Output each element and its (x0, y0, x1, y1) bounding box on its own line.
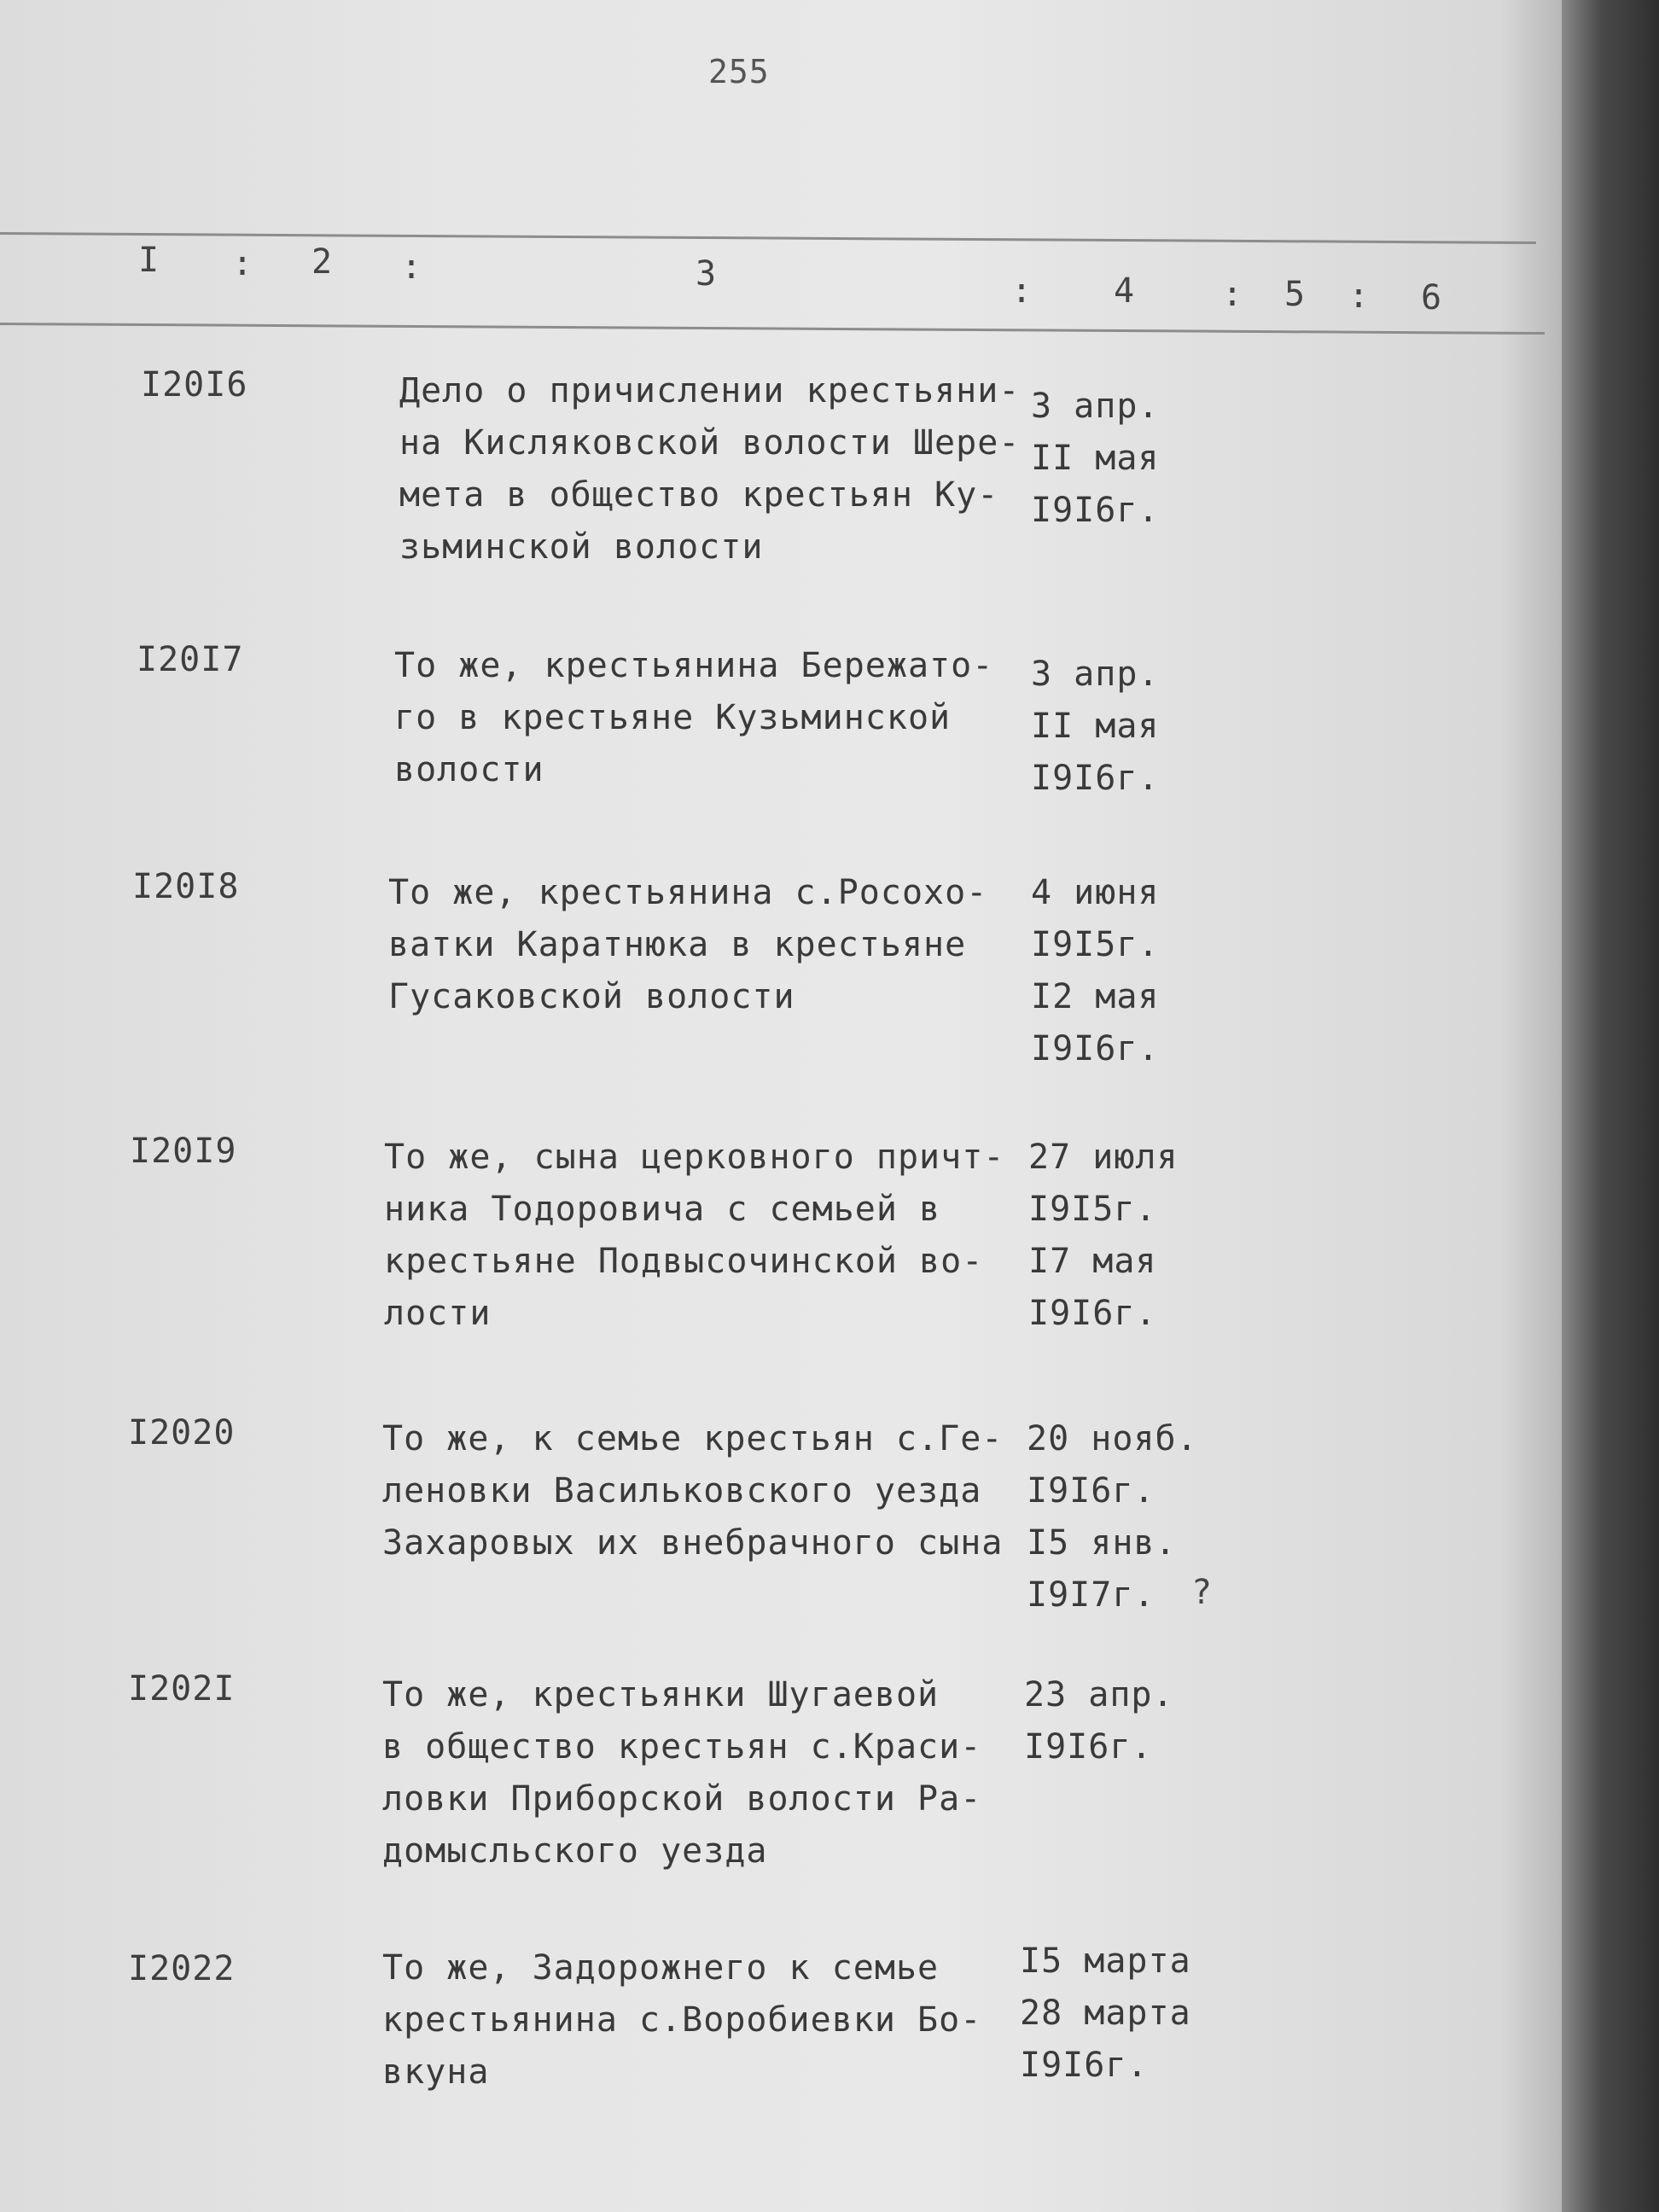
question-mark-annotation: ? (1191, 1573, 1214, 1612)
column-separator: : (401, 247, 423, 287)
case-description: То же, крестьянина с.Росохо- ватки Каратнюка в крестьяне Гусаковской волости (388, 873, 988, 1016)
case-description: Дело о причислении крестьяни- на Кисляковской волости Шере- мета в общество крестьян Ку- зьминской волости (399, 371, 1021, 567)
column-header-1: I (138, 241, 160, 280)
case-description: То же, крестьянки Шугаевой в общество крестьян с.Краси- ловки Приборской волости Ра- домысльского уезда (382, 1675, 982, 1871)
case-dates: 3 апр. II мая I9I6г. (1031, 655, 1160, 798)
column-header-2: 2 (311, 242, 334, 282)
case-number: I202I (128, 1669, 236, 1708)
case-dates: 4 июня I9I5г. I2 мая I9I6г. (1031, 873, 1160, 1068)
header-rule-top (0, 232, 1536, 244)
case-number: I20I8 (132, 867, 240, 906)
column-header-6: 6 (1421, 278, 1443, 317)
page-number: 255 (708, 53, 770, 90)
case-dates: 20 нояб. I9I6г. I5 янв. I9I7г. (1027, 1419, 1198, 1615)
header-rule-bottom (0, 323, 1545, 335)
case-number: I2020 (128, 1413, 236, 1452)
column-separator: : (232, 244, 254, 283)
column-header-4: 4 (1114, 271, 1136, 311)
case-dates: 23 апр. I9I6г. (1024, 1675, 1174, 1767)
column-separator: : (1222, 275, 1244, 314)
column-separator: : (1011, 271, 1033, 311)
case-dates: 27 июля I9I5г. I7 мая I9I6г. (1028, 1138, 1179, 1333)
case-description: То же, Задорожнего к семье крестьянина с.Воробиевки Бо- вкуна (382, 1948, 982, 2092)
case-number: I2022 (128, 1949, 236, 1988)
case-description: То же, сына церковного причт- ника Тодоровича с семьей в крестьяне Подвысочинской во- лости (384, 1138, 1005, 1333)
case-dates: I5 марта 28 марта I9I6г. (1020, 1941, 1191, 2085)
case-number: I20I7 (137, 640, 244, 679)
case-description: То же, крестьянина Бережато- го в крестьяне Кузьминской волости (394, 646, 994, 789)
column-header-3: 3 (696, 254, 718, 294)
case-number: I20I6 (141, 365, 248, 405)
page-edge-shadow (1562, 0, 1659, 2212)
column-header-5: 5 (1284, 275, 1307, 314)
case-dates: 3 апр. II мая I9I6г. (1031, 387, 1160, 530)
case-description: То же, к семье крестьян с.Ге- леновки Васильковского уезда Захаровых их внебрачного сына (382, 1419, 1004, 1563)
case-number: I20I9 (130, 1132, 237, 1171)
column-separator: : (1348, 276, 1371, 316)
